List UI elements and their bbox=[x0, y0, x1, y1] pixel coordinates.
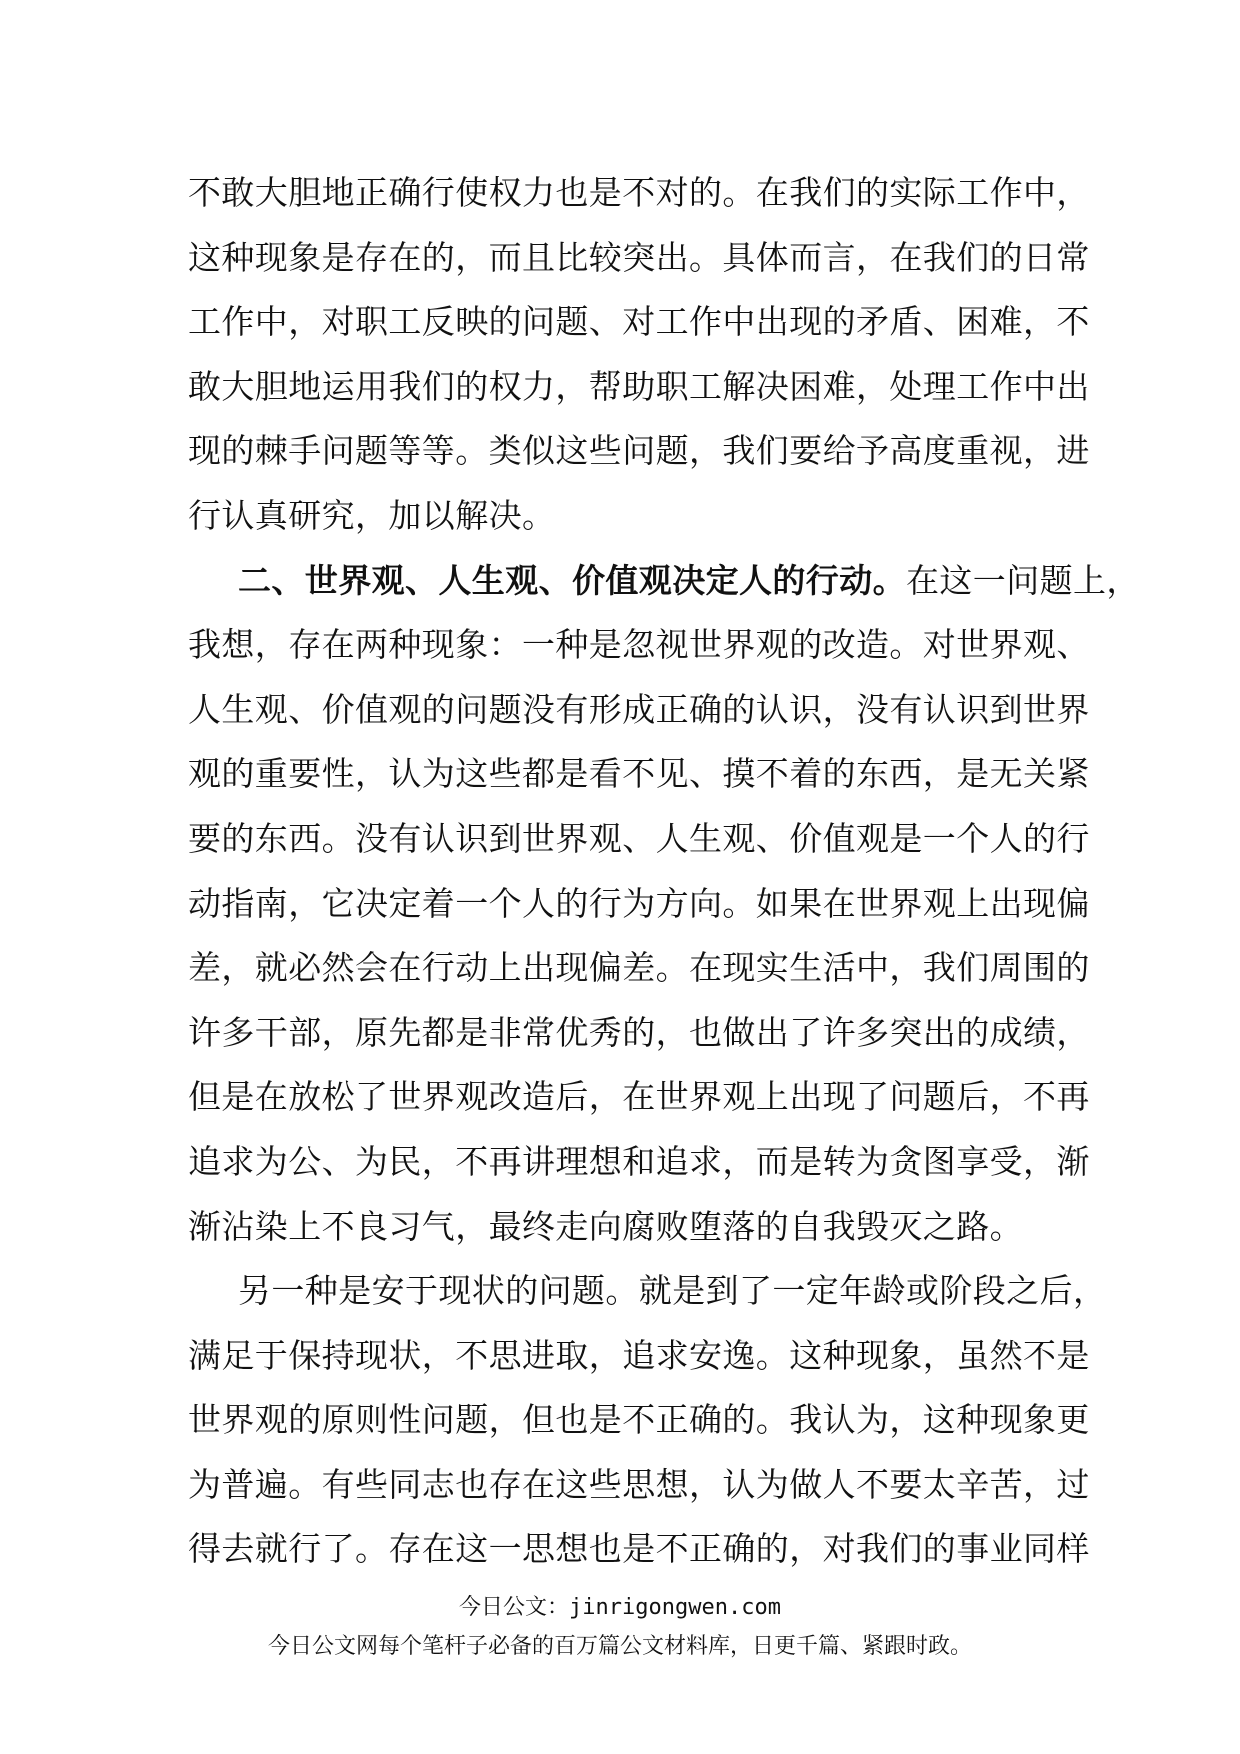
text-line: 行认真研究，加以解决。 bbox=[188, 495, 556, 535]
document-body bbox=[188, 161, 1140, 1582]
text-line: 但是在放松了世界观改造后，在世界观上出现了问题后，不再 bbox=[188, 1077, 1090, 1117]
text-line: 为普遍。有些同志也存在这些思想，认为做人不要太辛苦，过 bbox=[188, 1464, 1090, 1504]
text-line: 我想，存在两种现象：一种是忽视世界观的改造。对世界观、 bbox=[188, 625, 1090, 665]
section-heading-continuation: 在这一问题上， bbox=[906, 560, 1140, 600]
text-line: 人生观、价值观的问题没有形成正确的认识，没有认识到世界 bbox=[188, 689, 1090, 729]
section-heading: 二、世界观、人生观、价值观决定人的行动。 bbox=[238, 560, 906, 600]
text-line: 得去就行了。存在这一思想也是不正确的，对我们的事业同样 bbox=[188, 1529, 1090, 1569]
text-line: 观的重要性，认为这些都是看不见、摸不着的东西，是无关紧 bbox=[188, 754, 1090, 794]
text-line: 敢大胆地运用我们的权力，帮助职工解决困难，处理工作中出 bbox=[188, 366, 1090, 406]
text-line: 动指南，它决定着一个人的行为方向。如果在世界观上出现偏 bbox=[188, 883, 1090, 923]
footer-site-link[interactable]: 今日公文：jinrigongwen.com bbox=[459, 1595, 781, 1620]
text-line: 工作中，对职工反映的问题、对工作中出现的矛盾、困难，不 bbox=[188, 302, 1090, 342]
text-line: 这种现象是存在的，而且比较突出。具体而言，在我们的日常 bbox=[188, 237, 1090, 277]
footer-slogan: 今日公文网每个笔杆子必备的百万篇公文材料库，日更千篇、紧跟时政。 bbox=[267, 1634, 972, 1659]
section-heading-line bbox=[188, 549, 1140, 614]
text-line: 满足于保持现状，不思进取，追求安逸。这种现象，虽然不是 bbox=[188, 1335, 1090, 1375]
text-line: 不敢大胆地正确行使权力也是不对的。在我们的实际工作中， bbox=[188, 173, 1090, 212]
text-line: 追求为公、为民，不再讲理想和追求，而是转为贪图享受，渐 bbox=[188, 1141, 1090, 1181]
text-line: 另一种是安于现状的问题。就是到了一定年龄或阶段之后， bbox=[238, 1271, 1107, 1311]
text-line: 现的棘手问题等等。类似这些问题，我们要给予高度重视，进 bbox=[188, 431, 1090, 471]
text-line: 渐沾染上不良习气，最终走向腐败堕落的自我毁灭之路。 bbox=[188, 1206, 1023, 1246]
text-line: 差，就必然会在行动上出现偏差。在现实生活中，我们周围的 bbox=[188, 948, 1090, 988]
text-line: 要的东西。没有认识到世界观、人生观、价值观是一个人的行 bbox=[188, 818, 1090, 858]
text-line: 许多干部，原先都是非常优秀的，也做出了许多突出的成绩， bbox=[188, 1012, 1090, 1052]
text-line: 世界观的原则性问题，但也是不正确的。我认为，这种现象更 bbox=[188, 1400, 1090, 1440]
